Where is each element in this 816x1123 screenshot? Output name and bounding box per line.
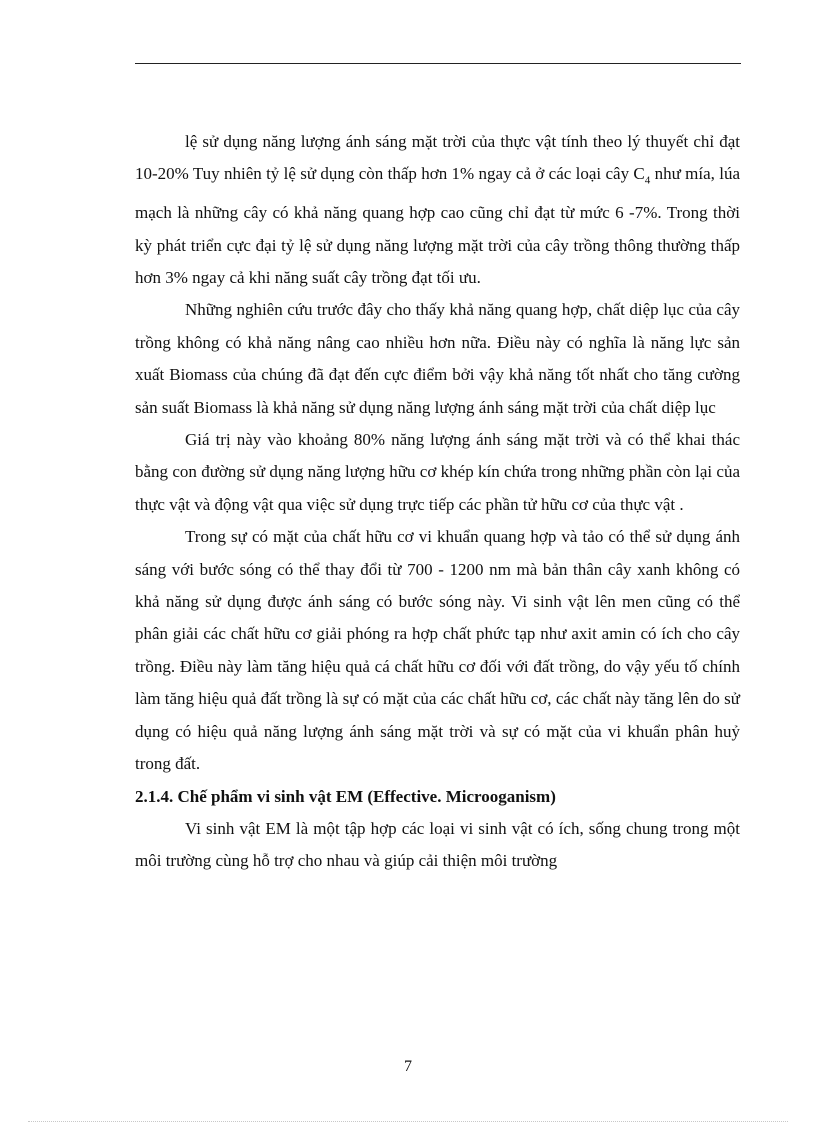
footer-rule bbox=[28, 1121, 788, 1122]
paragraph-3: Giá trị này vào khoảng 80% năng lượng ánh sáng mặt trời và có thể khai thác bằng con đường sử dụng năng lượng hữu cơ khép kín chứa trong những phần còn lại của thực vật và động vật qua việc sử dụng trực tiếp các phần tử hữu cơ của thực vật . bbox=[135, 430, 740, 514]
paragraph-4: Trong sự có mặt của chất hữu cơ vi khuẩn quang hợp và tảo có thể sử dụng ánh sáng với bước sóng có thể thay đổi từ 700 - 1200 nm mà bản thân cây xanh không có khả năng sử dụng được ánh sáng có bước sóng này. Vi sinh vật lên men cũng có thể phân giải các chất hữu cơ giải phóng ra hợp chất phức tạp như axit amin có ích cho cây trồng. Điều này làm tăng hiệu quả cá chất hữu cơ đối với đất trồng, do vậy yếu tố chính làm tăng hiệu quả đất trồng là sự có mặt của các chất hữu cơ, các chất này tăng lên do sử dụng có hiệu quả năng lượng ánh sáng mặt trời và sự có mặt của vi khuẩn phân huỷ trong đất. bbox=[135, 527, 740, 774]
paragraph-1-text-before: lệ sử dụng năng lượng ánh sáng mặt trời của thực vật tính theo lý thuyết chỉ đạt 10-20% Tuy nhiên tỷ lệ sử dụng còn thấp hơn 1% ngay cả ở các loại cây C bbox=[135, 132, 740, 184]
paragraph-2: Những nghiên cứu trước đây cho thấy khả năng quang hợp, chất diệp lục của cây trồng không có khả năng nâng cao nhiều hơn nữa. Điều này có nghĩa là năng lực sản xuất Biomass của chúng đã đạt đến cực điểm bởi vậy khả năng tốt nhất cho tăng cường sản suất Biomass là khả năng sử dụng năng lượng ánh sáng mặt trời của chất diệp lục bbox=[135, 300, 740, 417]
header-rule bbox=[135, 63, 741, 64]
paragraph-1-text-after: như mía, lúa mạch là những cây có khả năng quang hợp cao cũng chỉ đạt từ mức 6 -7%. Trong thời kỳ phát triển cực đại tỷ lệ sử dụng năng lượng mặt trời của cây trồng thông thường thấp hơn 3% ngay cả khi năng suất cây trồng đạt tối ưu. bbox=[135, 164, 740, 288]
paragraph-1 bbox=[135, 126, 740, 294]
paragraph-5: Vi sinh vật EM là một tập hợp các loại vi sinh vật có ích, sống chung trong một môi trường cùng hỗ trợ cho nhau và giúp cải thiện môi trường bbox=[135, 818, 740, 871]
page-number: 7 bbox=[404, 1058, 412, 1075]
c4-subscript: 4 bbox=[644, 174, 651, 187]
document-body bbox=[135, 126, 740, 878]
section-heading: 2.1.4. Chế phẩm vi sinh vật EM (Effective. Microoganism) bbox=[135, 786, 556, 806]
